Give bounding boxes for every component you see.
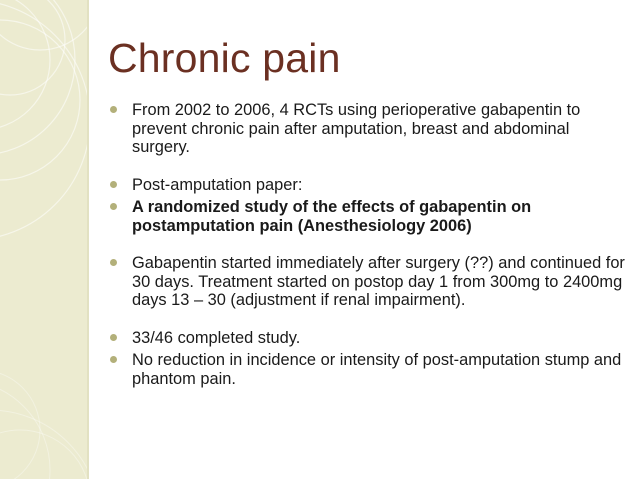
slide-title: Chronic pain	[108, 35, 341, 81]
bullet-dot-icon	[110, 356, 117, 363]
bullet-item-1	[106, 101, 626, 157]
bullet-text: No reduction in incidence or intensity of post-amputation stump and phantom pain.	[132, 351, 622, 388]
bullet-text: Post-amputation paper:	[132, 175, 303, 194]
bullet-text: 33/46 completed study.	[132, 328, 301, 347]
bullet-text: Gabapentin started immediately after surgery (??) and continued for 30 days. Treatment started on postop day 1 from 300mg to 2400mg days 13 – 30 (adjustment if renal impairment).	[132, 254, 625, 309]
bullet-dot-icon	[110, 259, 117, 266]
bullet-item-2	[106, 176, 626, 195]
decorative-arcs-graphic	[0, 0, 87, 479]
bullet-dot-icon	[110, 203, 117, 210]
bullet-text: From 2002 to 2006, 4 RCTs using perioperative gabapentin to prevent chronic pain after amputation, breast and abdominal surgery.	[132, 101, 581, 156]
bullet-item-5	[106, 329, 626, 348]
divider-line	[87, 0, 89, 479]
bullet-text-bold: A randomized study of the effects of gabapentin on postamputation pain (Anesthesiology 2006)	[132, 198, 532, 235]
bullet-item-4	[106, 254, 626, 310]
decorative-side-band	[0, 0, 87, 479]
bullet-item-3	[106, 198, 626, 235]
bullet-list	[106, 101, 626, 388]
bullet-dot-icon	[110, 106, 117, 113]
bullet-dot-icon	[110, 181, 117, 188]
bullet-item-6	[106, 351, 626, 388]
bullet-dot-icon	[110, 334, 117, 341]
